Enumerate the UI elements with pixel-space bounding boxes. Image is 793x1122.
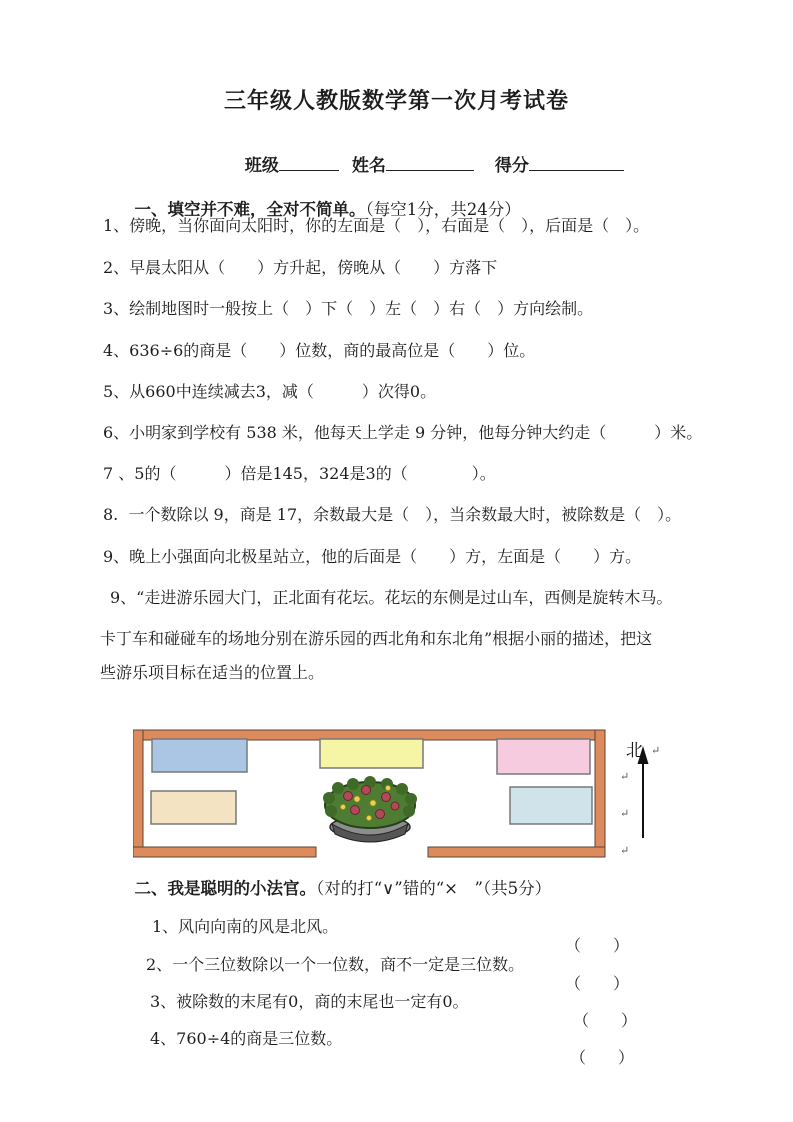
northwest-slot <box>152 739 247 772</box>
name-label: 姓名 <box>351 156 386 176</box>
section2-heading-title: 二、我是聪明的小法官。 <box>134 879 316 898</box>
name-blank <box>386 153 474 171</box>
section2-heading-note: （对的打“∨”错的“× ”（共5分） <box>316 879 552 898</box>
northeast-slot <box>497 739 590 774</box>
student-info-line <box>233 131 624 176</box>
tf-item-1-answer-blank: （ ） <box>565 936 630 955</box>
score-label: 得分 <box>494 156 529 176</box>
section1-heading <box>124 177 521 220</box>
score-blank <box>529 153 624 171</box>
tf-item-1-text: 1、风向向南的风是北风。 <box>152 917 339 936</box>
section1-heading-title: 一、填空并不难，全对不简单。 <box>134 200 366 219</box>
question-4: 4、636÷6的商是（ ）位数，商的最高位是（ ）位。 <box>103 341 536 360</box>
tf-item-4-answer-blank: （ ） <box>570 1048 635 1067</box>
class-label: 班级 <box>244 156 279 176</box>
tf-item-3-text: 3、被除数的末尾有0，商的末尾也一定有0。 <box>150 992 469 1011</box>
tf-item-3-answer-blank: （ ） <box>573 1011 638 1030</box>
tf-item-4 <box>0 1007 793 1067</box>
return-mark-icon: ↵ <box>620 844 630 857</box>
return-mark-icon: ↵ <box>620 770 630 783</box>
question-9b-line1: 9、“走进游乐园大门，正北面有花坛。花坛的东侧是过山车，西侧是旋转木马。 <box>110 588 673 607</box>
question-7: 7 、5的（ ）倍是145，324是3的（ ）。 <box>103 464 496 483</box>
tf-item-2-text: 2、一个三位数除以一个一位数，商不一定是三位数。 <box>146 955 525 974</box>
question-6: 6、小明家到学校有 538 米，他每天上学走 9 分钟，他每分钟大约走（ ）米。 <box>103 423 703 442</box>
north-slot <box>320 739 423 768</box>
tf-item-2-answer-blank: （ ） <box>565 974 630 993</box>
flower-bed <box>323 776 417 842</box>
class-blank <box>279 153 339 171</box>
west-slot <box>151 791 236 824</box>
section1-heading-note: （每空1分，共24分） <box>365 200 521 219</box>
question-5: 5、从660中连续减去3，减（ ）次得0。 <box>103 382 437 401</box>
tf-item-4-text: 4、760÷4的商是三位数。 <box>150 1029 343 1048</box>
return-mark-icon: ↵ <box>620 807 630 820</box>
question-1: 1、傍晚，当你面向太阳时，你的左面是（ ），右面是（ ），后面是（ ）。 <box>103 216 650 235</box>
amusement-park-diagram <box>123 709 668 857</box>
question-9b-line2: 卡丁车和碰碰车的场地分别在游乐园的西北角和东北角”根据小丽的描述，把这 <box>100 629 653 648</box>
page-title: 三年级人教版数学第一次月考试卷 <box>223 88 569 114</box>
question-8: 8. 一个数除以 9，商是 17，余数最大是（ ），当余数最大时，被除数是（ ）。 <box>103 505 682 524</box>
east-slot <box>510 787 592 824</box>
question-2: 2、早晨太阳从（ ）方升起，傍晚从（ ）方落下 <box>103 258 498 277</box>
question-9b-line3: 些游乐项目标在适当的位置上。 <box>100 663 325 682</box>
question-3: 3、绘制地图时一般按上（ ）下（ ）左（ ）右（ ）方向绘制。 <box>103 299 594 318</box>
question-9: 9、晚上小强面向北极星站立，他的后面是（ ）方，左面是（ ）方。 <box>103 547 642 566</box>
return-mark-icon: ↵ <box>651 744 661 757</box>
north-label: 北 <box>626 741 644 761</box>
section2-heading <box>124 856 551 899</box>
